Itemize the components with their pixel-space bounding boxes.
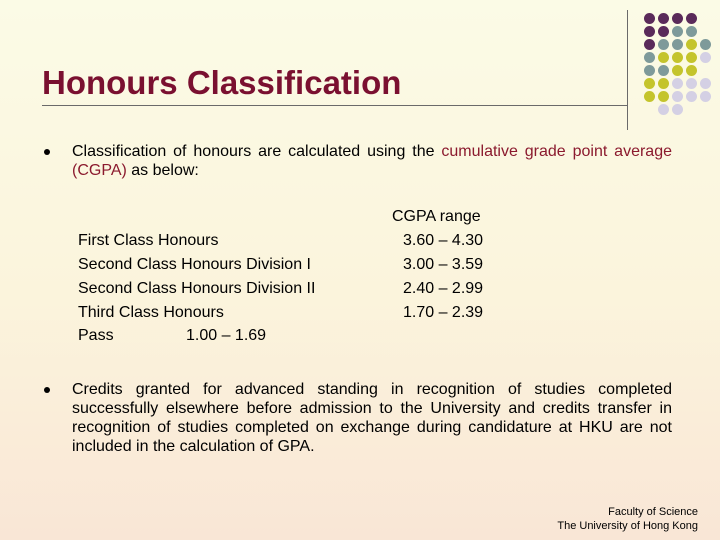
bullet-marker-1	[44, 149, 50, 155]
decor-dot	[644, 65, 655, 76]
footer-faculty: Faculty of Science	[608, 506, 698, 518]
table-row-label: Second Class Honours Division I	[78, 256, 311, 273]
decor-dot	[658, 78, 669, 89]
bullet-1-text-before: Classification of honours are calculated using the	[72, 143, 442, 160]
decor-dot	[672, 65, 683, 76]
decor-dot	[644, 91, 655, 102]
decor-dot	[672, 13, 683, 24]
bullet-1-text-after: as below:	[126, 162, 199, 179]
table-row-range: 2.40 – 2.99	[403, 280, 484, 297]
decor-dot	[672, 104, 683, 115]
decor-dot	[644, 52, 655, 63]
decor-dot	[700, 78, 711, 89]
title-underline	[42, 105, 628, 106]
decor-dot	[658, 91, 669, 102]
decor-dot	[672, 52, 683, 63]
table-row-label: Third Class Honours	[78, 304, 224, 321]
decor-dot	[700, 52, 711, 63]
decor-dot	[672, 91, 683, 102]
table-row-label: Pass	[78, 327, 114, 344]
bullet-text-2: Credits granted for advanced standing in recognition of studies completed successfully elsewhere before admission to the University and credits transfer in recognition of studies completed on exchange during candidature at HKU are not included in the calculation of GPA.	[72, 381, 672, 455]
decor-dot	[686, 39, 697, 50]
decor-dot	[658, 26, 669, 37]
slide-title: Honours Classification	[42, 64, 402, 101]
decor-dot	[658, 13, 669, 24]
decor-dot	[686, 26, 697, 37]
decor-dot	[672, 78, 683, 89]
footer-university: The University of Hong Kong	[557, 520, 698, 532]
decor-dot	[672, 26, 683, 37]
table-header-cgpa-range: CGPA range	[392, 208, 481, 225]
decor-dot	[686, 65, 697, 76]
table-row-label: Second Class Honours Division II	[78, 280, 316, 297]
table-row-range: 3.60 – 4.30	[403, 232, 484, 249]
decor-dot	[658, 39, 669, 50]
table-row-range: 1.00 – 1.69	[186, 327, 267, 344]
decor-dot	[658, 52, 669, 63]
decor-dot	[644, 78, 655, 89]
table-row-range: 3.00 – 3.59	[403, 256, 484, 273]
decor-dot	[700, 91, 711, 102]
bullet-1-highlight: cumulative grade point average (CGPA)	[72, 143, 673, 179]
bullet-text-1	[72, 142, 672, 180]
decor-dot	[686, 78, 697, 89]
decor-dot	[644, 26, 655, 37]
decor-dot	[686, 52, 697, 63]
decor-dot	[686, 91, 697, 102]
bullet-marker-2	[44, 387, 50, 393]
vertical-divider	[627, 10, 628, 130]
table-row-label: First Class Honours	[78, 232, 219, 249]
footer	[557, 505, 698, 533]
decor-dot	[644, 13, 655, 24]
decor-dot	[672, 39, 683, 50]
decor-dot	[644, 39, 655, 50]
decor-dot	[686, 13, 697, 24]
decor-dot	[658, 65, 669, 76]
table-row-range: 1.70 – 2.39	[403, 304, 484, 321]
decor-dot	[658, 104, 669, 115]
decor-dot	[700, 39, 711, 50]
